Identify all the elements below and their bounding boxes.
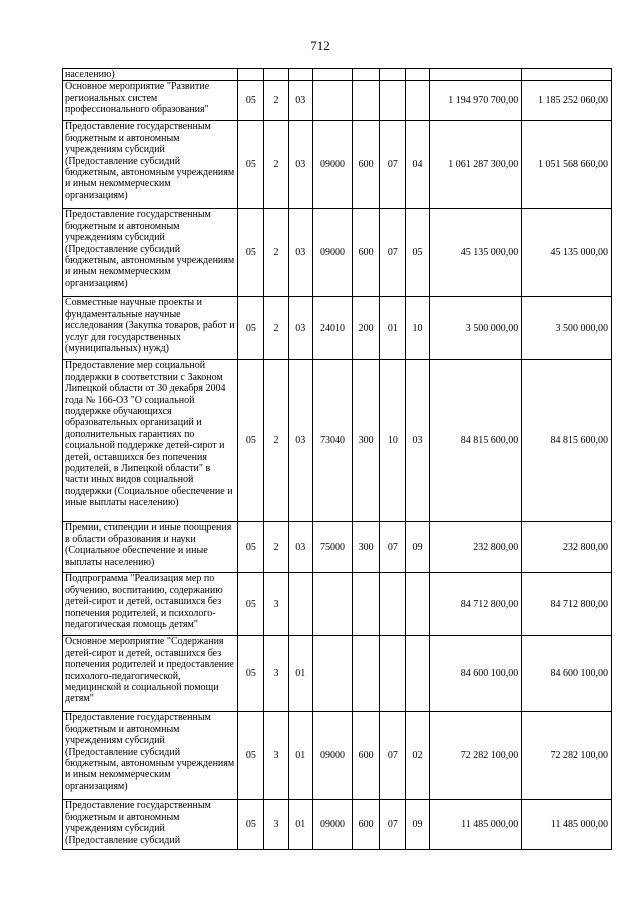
code-cell: 300 (353, 522, 380, 573)
code-cell: 03 (288, 297, 312, 360)
row-description: Предоставление государственным бюджетным и автономным учреждениям субсидий (Предоставление субсидий бюджетным, автономным учреждениям и иным некоммерческим организациям) (63, 712, 238, 800)
code-cell: 03 (288, 81, 312, 121)
code-cell: 300 (353, 360, 380, 522)
code-cell: 09000 (312, 712, 352, 800)
code-cell: 600 (353, 800, 380, 850)
budget-table (62, 68, 612, 850)
code-cell: 2 (264, 121, 288, 209)
row-description: Предоставление государственным бюджетным и автономным учреждениям субсидий (Предоставление субсидий бюджетным, автономным учреждениям и иным некоммерческим организациям) (63, 121, 238, 209)
code-cell: 10 (380, 360, 406, 522)
code-cell: 03 (288, 121, 312, 209)
row-description: Основное мероприятие "Развитие региональных систем профессионального образования" (63, 81, 238, 121)
code-cell: 10 (406, 297, 429, 360)
code-cell: 09 (406, 522, 429, 573)
code-cell: 03 (288, 522, 312, 573)
code-cell: 05 (238, 800, 264, 850)
code-cell: 01 (380, 297, 406, 360)
amount-cell: 1 061 287 300,00 (429, 121, 522, 209)
code-cell (380, 636, 406, 712)
code-cell: 2 (264, 81, 288, 121)
code-cell (380, 573, 406, 636)
amount-cell: 232 800,00 (522, 522, 612, 573)
code-cell: 07 (380, 209, 406, 297)
amount-cell: 1 185 252 060,00 (522, 81, 612, 121)
table-row (63, 522, 612, 573)
code-cell: 75000 (312, 522, 352, 573)
code-cell: 07 (380, 522, 406, 573)
amount-cell: 84 600 100,00 (429, 636, 522, 712)
code-cell: 07 (380, 712, 406, 800)
code-cell (406, 81, 429, 121)
amount-cell: 84 712 800,00 (429, 573, 522, 636)
code-cell: 05 (238, 712, 264, 800)
code-cell: 200 (353, 297, 380, 360)
row-description: населению) (63, 69, 238, 81)
row-description: Совместные научные проекты и фундаментальные научные исследования (Закупка товаров, работ и услуг для государственных (муниципальных) нужд) (63, 297, 238, 360)
amount-cell: 3 500 000,00 (522, 297, 612, 360)
code-cell: 05 (238, 522, 264, 573)
code-cell (312, 69, 352, 81)
amount-cell: 84 600 100,00 (522, 636, 612, 712)
amount-cell: 45 135 000,00 (522, 209, 612, 297)
code-cell: 03 (288, 360, 312, 522)
table-row (63, 360, 612, 522)
row-description: Предоставление государственным бюджетным и автономным учреждениям субсидий (Предоставление субсидий (63, 800, 238, 850)
code-cell: 05 (238, 360, 264, 522)
amount-cell: 84 815 600,00 (522, 360, 612, 522)
code-cell: 05 (238, 636, 264, 712)
code-cell: 05 (238, 121, 264, 209)
amount-cell: 1 051 568 660,00 (522, 121, 612, 209)
code-cell: 01 (288, 800, 312, 850)
code-cell (264, 69, 288, 81)
code-cell (353, 573, 380, 636)
code-cell: 02 (406, 712, 429, 800)
code-cell (406, 636, 429, 712)
code-cell: 600 (353, 209, 380, 297)
amount-cell: 45 135 000,00 (429, 209, 522, 297)
code-cell (353, 636, 380, 712)
code-cell: 24010 (312, 297, 352, 360)
code-cell: 09000 (312, 800, 352, 850)
code-cell: 05 (238, 297, 264, 360)
code-cell: 03 (288, 209, 312, 297)
code-cell: 05 (238, 209, 264, 297)
code-cell (380, 81, 406, 121)
table-row (63, 69, 612, 81)
table-row (63, 81, 612, 121)
table-row (63, 573, 612, 636)
code-cell (380, 69, 406, 81)
code-cell (312, 636, 352, 712)
code-cell: 2 (264, 360, 288, 522)
page-number: 712 (310, 38, 330, 53)
code-cell: 2 (264, 297, 288, 360)
amount-cell: 84 712 800,00 (522, 573, 612, 636)
code-cell: 01 (288, 636, 312, 712)
amount-cell (429, 69, 522, 81)
amount-cell: 84 815 600,00 (429, 360, 522, 522)
table-row (63, 121, 612, 209)
table-row (63, 636, 612, 712)
code-cell: 05 (238, 81, 264, 121)
table-row (63, 712, 612, 800)
code-cell (353, 81, 380, 121)
amount-cell: 11 485 000,00 (522, 800, 612, 850)
code-cell (288, 573, 312, 636)
code-cell: 03 (406, 360, 429, 522)
code-cell (288, 69, 312, 81)
amount-cell: 232 800,00 (429, 522, 522, 573)
amount-cell: 72 282 100,00 (522, 712, 612, 800)
code-cell: 3 (264, 800, 288, 850)
code-cell: 01 (288, 712, 312, 800)
code-cell: 2 (264, 522, 288, 573)
code-cell: 07 (380, 121, 406, 209)
amount-cell: 1 194 970 700,00 (429, 81, 522, 121)
code-cell (406, 573, 429, 636)
row-description: Предоставление мер социальной поддержки в соответствии с Законом Липецкой области от 30 декабря 2004 года № 166-ОЗ "О социальной поддержке обучающихся образовательных организаций и дополнительных гарантиях по социальной поддержке детей-сирот и детей, оставшихся без попечения родителей, в Липецкой области" в части иных видов социальной поддержки (Социальное обеспечение и иные выплаты населению) (63, 360, 238, 522)
code-cell: 73040 (312, 360, 352, 522)
code-cell (353, 69, 380, 81)
code-cell: 09000 (312, 209, 352, 297)
code-cell (312, 81, 352, 121)
row-description: Премии, стипендии и иные поощрения в области образования и науки (Социальное обеспечение и иные выплаты населению) (63, 522, 238, 573)
amount-cell (522, 69, 612, 81)
code-cell: 2 (264, 209, 288, 297)
code-cell: 04 (406, 121, 429, 209)
row-description: Подпрограмма "Реализация мер по обучению, воспитанию, содержанию детей-сирот и детей, оставшихся без попечения родителей, и психолого-педагогическая помощь детям" (63, 573, 238, 636)
table-row (63, 297, 612, 360)
code-cell: 09000 (312, 121, 352, 209)
row-description: Основное мероприятие "Содержания детей-сирот и детей, оставшихся без попечения родителей и предоставление психолого-педагогической, медицинской и социальной помощи детям" (63, 636, 238, 712)
amount-cell: 3 500 000,00 (429, 297, 522, 360)
code-cell: 600 (353, 121, 380, 209)
code-cell: 600 (353, 712, 380, 800)
code-cell (238, 69, 264, 81)
code-cell: 3 (264, 573, 288, 636)
code-cell: 05 (406, 209, 429, 297)
row-description: Предоставление государственным бюджетным и автономным учреждениям субсидий (Предоставление субсидий бюджетным, автономным учреждениям и иным некоммерческим организациям) (63, 209, 238, 297)
code-cell: 3 (264, 712, 288, 800)
code-cell: 3 (264, 636, 288, 712)
table-body (63, 69, 612, 850)
table-row (63, 800, 612, 850)
code-cell: 05 (238, 573, 264, 636)
amount-cell: 11 485 000,00 (429, 800, 522, 850)
amount-cell: 72 282 100,00 (429, 712, 522, 800)
code-cell (406, 69, 429, 81)
code-cell: 07 (380, 800, 406, 850)
table-row (63, 209, 612, 297)
code-cell: 09 (406, 800, 429, 850)
code-cell (312, 573, 352, 636)
